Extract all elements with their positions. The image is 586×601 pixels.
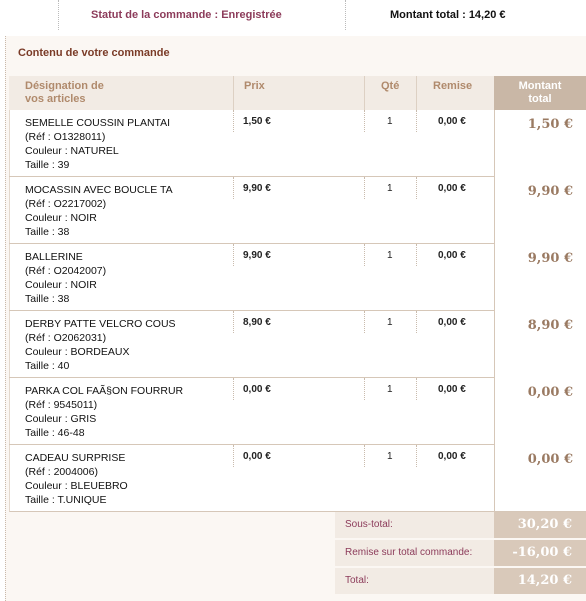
- column-designation-line2: vos articles: [25, 93, 86, 105]
- item-quantity: 1: [387, 116, 393, 127]
- divider: [364, 76, 365, 110]
- item-size: Taille : 39: [25, 159, 70, 171]
- column-qte: Qté: [381, 80, 400, 92]
- column-montant-line1: Montant: [518, 80, 562, 92]
- column-designation: [25, 80, 104, 106]
- item-description: [25, 317, 176, 373]
- item-discount: 0,00 €: [438, 116, 466, 127]
- divider: [364, 244, 365, 266]
- discount-value: -16,00 €: [494, 540, 586, 566]
- item-description: [25, 183, 173, 239]
- order-summary-bar: [0, 0, 586, 30]
- table-row: [9, 110, 586, 177]
- divider: [233, 244, 234, 266]
- item-name: BALLERINE: [25, 251, 83, 263]
- divider: [233, 76, 234, 110]
- divider: [233, 311, 234, 333]
- item-size: Taille : 46-48: [25, 427, 85, 439]
- item-price: 9,90 €: [243, 183, 271, 194]
- item-name: DERBY PATTE VELCRO COUS: [25, 318, 176, 330]
- item-ref: (Réf : O2062031): [25, 332, 107, 344]
- subtotal-row: [335, 512, 586, 538]
- subtotal-label: Sous-total:: [335, 512, 494, 538]
- item-color: Couleur : BLEUEBRO: [25, 480, 128, 492]
- divider: [364, 177, 365, 199]
- item-price: 0,00 €: [243, 451, 271, 462]
- item-total: 0,00 €: [527, 385, 573, 400]
- order-status: Statut de la commande : Enregistrée: [91, 9, 282, 21]
- item-description: [25, 451, 128, 507]
- divider: [233, 110, 234, 132]
- divider: [416, 311, 417, 333]
- discount-row: [335, 540, 586, 566]
- item-discount: 0,00 €: [438, 317, 466, 328]
- table-row: [9, 378, 586, 445]
- item-price: 8,90 €: [243, 317, 271, 328]
- item-total: 9,90 €: [527, 251, 573, 266]
- column-prix: Prix: [244, 80, 265, 92]
- item-name: PARKA COL FAÃ§ON FOURRUR: [25, 385, 184, 397]
- table-row: [9, 445, 586, 512]
- item-total: 8,90 €: [527, 318, 573, 333]
- divider: [416, 177, 417, 199]
- panel-title: Contenu de votre commande: [18, 47, 170, 59]
- divider: [364, 445, 365, 467]
- column-designation-line1: Désignation de: [25, 80, 104, 92]
- item-quantity: 1: [387, 384, 393, 395]
- table-row: [9, 311, 586, 378]
- divider: [364, 311, 365, 333]
- item-price: 9,90 €: [243, 250, 271, 261]
- item-description: [25, 384, 183, 440]
- item-discount: 0,00 €: [438, 451, 466, 462]
- divider: [233, 445, 234, 467]
- item-quantity: 1: [387, 317, 393, 328]
- divider: [233, 378, 234, 400]
- subtotal-value: 30,20 €: [494, 512, 586, 538]
- order-total: Montant total : 14,20 €: [390, 9, 506, 21]
- item-discount: 0,00 €: [438, 250, 466, 261]
- divider: [416, 76, 417, 110]
- divider: [416, 445, 417, 467]
- item-ref: (Réf : 9545011): [25, 399, 98, 411]
- item-description: [25, 250, 106, 306]
- divider: [364, 378, 365, 400]
- item-price: 1,50 €: [243, 116, 271, 127]
- item-size: Taille : 38: [25, 226, 70, 238]
- item-size: Taille : T.UNIQUE: [25, 494, 107, 506]
- divider: [416, 378, 417, 400]
- item-size: Taille : 40: [25, 360, 70, 372]
- item-ref: (Réf : O1328011): [25, 131, 106, 143]
- item-ref: (Réf : O2217002): [25, 198, 107, 210]
- divider: [345, 0, 346, 30]
- discount-label: Remise sur total commande:: [335, 540, 494, 566]
- item-name: CADEAU SURPRISE: [25, 452, 126, 464]
- item-color: Couleur : GRIS: [25, 413, 97, 425]
- table-row: [9, 177, 586, 244]
- item-quantity: 1: [387, 250, 393, 261]
- divider: [416, 244, 417, 266]
- column-montant-line2: total: [528, 93, 552, 105]
- total-row: [335, 568, 586, 594]
- item-name: MOCASSIN AVEC BOUCLE TA: [25, 184, 173, 196]
- item-color: Couleur : NATUREL: [25, 145, 119, 157]
- item-quantity: 1: [387, 183, 393, 194]
- item-description: [25, 116, 170, 172]
- item-color: Couleur : NOIR: [25, 212, 97, 224]
- total-value: 14,20 €: [494, 568, 586, 594]
- divider: [416, 110, 417, 132]
- divider: [58, 0, 59, 30]
- total-label: Total:: [335, 568, 494, 594]
- item-size: Taille : 38: [25, 293, 70, 305]
- item-ref: (Réf : 2004006): [25, 466, 98, 478]
- item-total: 0,00 €: [527, 452, 573, 467]
- item-total: 9,90 €: [527, 184, 573, 199]
- item-discount: 0,00 €: [438, 183, 466, 194]
- item-price: 0,00 €: [243, 384, 271, 395]
- column-montant: [494, 76, 586, 110]
- table-row: [9, 244, 586, 311]
- item-quantity: 1: [387, 451, 393, 462]
- divider: [233, 177, 234, 199]
- item-discount: 0,00 €: [438, 384, 466, 395]
- item-color: Couleur : BORDEAUX: [25, 346, 130, 358]
- item-name: SEMELLE COUSSIN PLANTAI: [25, 117, 171, 129]
- column-remise: Remise: [433, 80, 473, 92]
- item-total: 1,50 €: [527, 117, 573, 132]
- item-ref: (Réf : O2042007): [25, 265, 107, 277]
- divider: [364, 110, 365, 132]
- item-color: Couleur : NOIR: [25, 279, 97, 291]
